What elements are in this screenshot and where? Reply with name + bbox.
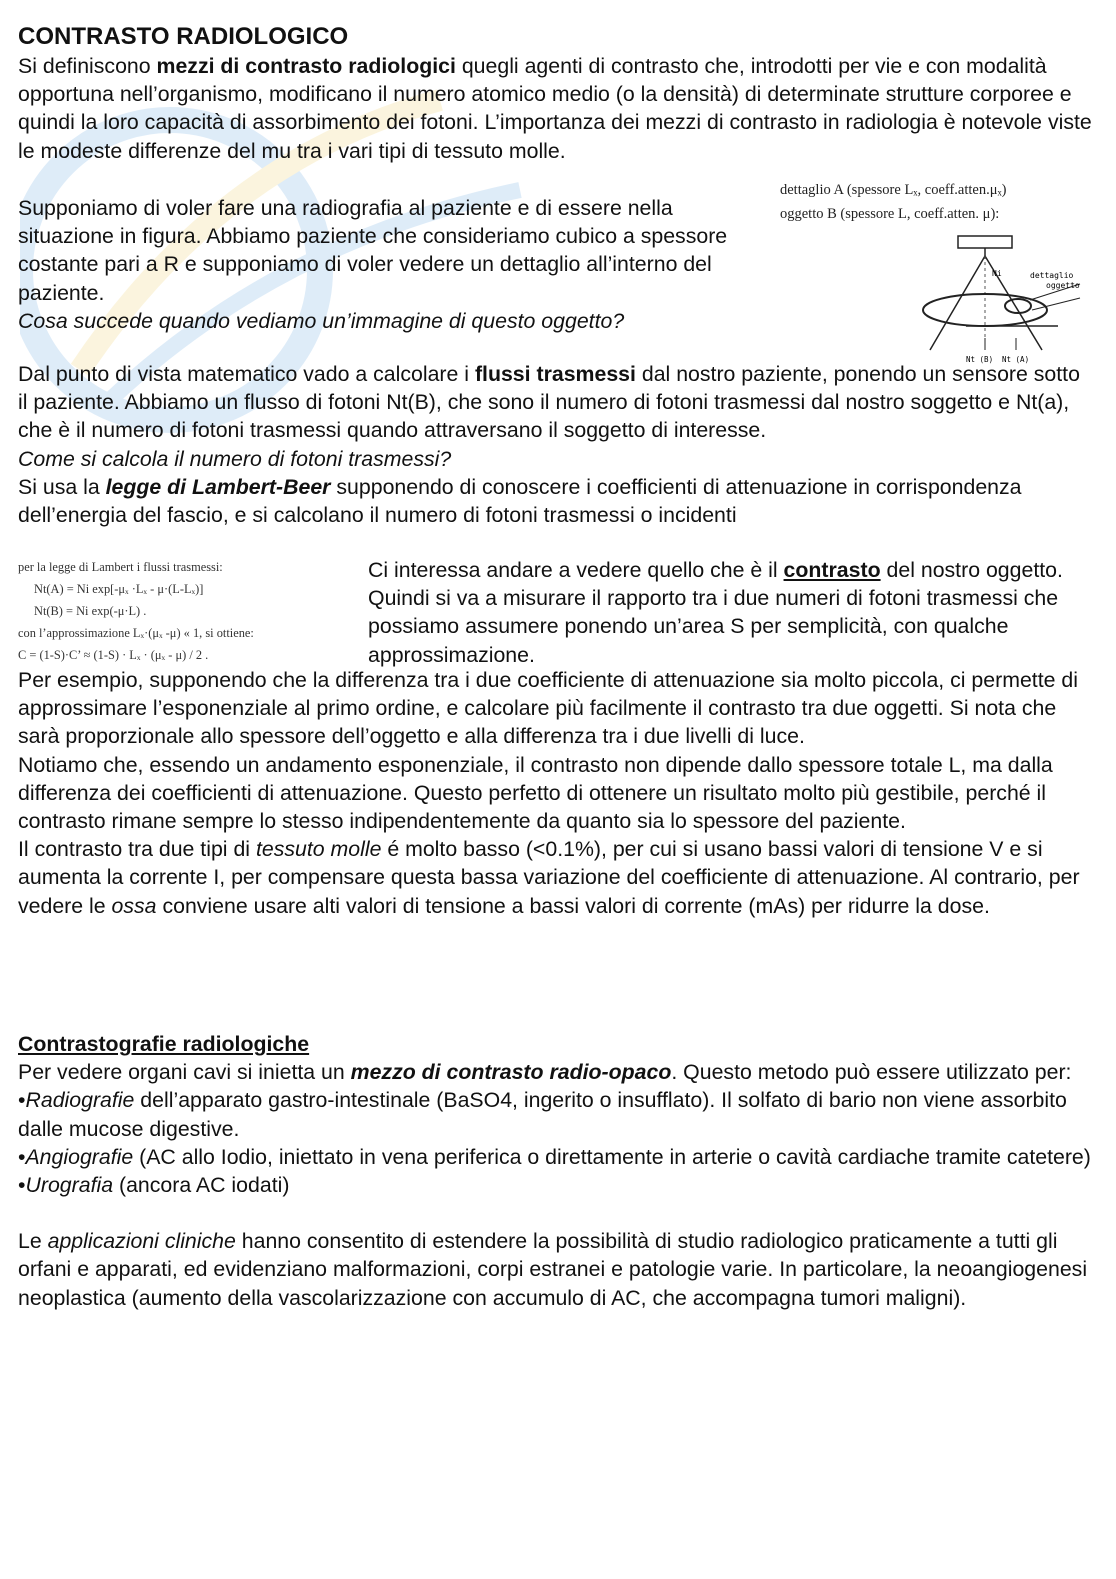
question-2: Come si calcola il numero di fotoni trasmessi?: [18, 446, 452, 471]
contrast-intro: [368, 556, 1088, 669]
xray-source: [958, 236, 1012, 248]
figure-description: [18, 194, 774, 335]
list-item: •Urografia (ancora AC iodati): [18, 1173, 290, 1198]
lambert-beer-paragraph: Si usa la legge di Lambert-Beer supponendo di conoscere i coefficienti di attenuazione in corrispondenza dell’energia del fascio, e si calcolano il numero di fotoni trasmessi o incidenti: [18, 474, 1022, 528]
intro-block: [18, 22, 1098, 165]
figure-detail-object: [780, 178, 1106, 364]
list-item: •Angiografie (AC allo Iodio, iniettato in vena periferica o direttamente in arterie o cavità cardiache tramite catetere): [18, 1144, 1091, 1169]
contrast-section: [18, 666, 1093, 920]
intro-paragraph: Si definiscono mezzi di contrasto radiologici quegli agenti di contrasto che, introdotti per vie e con modalità opportuna nell’organismo, modificano il numero atomico medio (o la densità) di determinate strutture corporee e quindi la loro capacità di assorbimento dei fotoni. L’importanza dei mezzi di contrasto in radiologia è notevole viste le modeste differenze del mu tra i vari tipi di tessuto molle.: [18, 54, 1092, 163]
section-heading: Contrastografie radiologiche: [18, 1032, 310, 1056]
contrast-paragraph: Ci interessa andare a vedere quello che è il contrasto del nostro oggetto. Quindi si va a misurare il rapporto tra i due numeri di fotoni trasmessi che possiamo assumere ponendo un’area S per semplicità, con qualche approssimazione.: [368, 558, 1063, 667]
label-ni: Ni: [992, 269, 1002, 278]
formula-line-4: con l’approssimazione Lₓ·(μₓ -μ) « 1, si ottiene:: [18, 626, 254, 640]
formula-figure: [18, 556, 360, 666]
approximation-paragraph: Per esempio, supponendo che la differenza tra i due coefficiente di attenuazione sia molto piccola, ci permette di approssimare l’esponenziale al primo ordine, e calcolare più facilmente il contrasto tra due oggetti. Si nota che sarà proporzionale allo spessore dell’oggetto e alla differenza tra i due livelli di luce.: [18, 668, 1078, 749]
clinical-paragraph: Le applicazioni cliniche hanno consentito di estendere la possibilità di studio radiologico praticamente a tutti gli orfani e apparati, ed evidenziano malformazioni, corpi estranei e patologie varie. In particolare, la neoangiogenesi neoplastica (aumento della vascolarizzazione con accumulo di AC, che accompagna tumori maligni).: [18, 1229, 1088, 1310]
flux-paragraph: Dal punto di vista matematico vado a calcolare i flussi trasmessi dal nostro paziente, ponendo un sensore sotto il paziente. Abbiamo un flusso di fotoni Nt(B), che sono il numero di fotoni trasmessi dal nostro soggetto e Nt(a), che è il numero di fotoni trasmessi quando attraversano il soggetto di interesse.: [18, 362, 1080, 443]
formula-line-3: Nt(B) = Ni exp(-μ·L) .: [34, 604, 147, 618]
label-oggetto: oggetto: [1046, 281, 1080, 290]
flux-section: [18, 360, 1093, 529]
xray-diagram: [780, 226, 1106, 366]
page-title: CONTRASTO RADIOLOGICO: [18, 23, 349, 50]
tissue-paragraph: Il contrasto tra due tipi di tessuto molle é molto basso (<0.1%), per cui si usano bassi valori di tensione V e si aumenta la corrente I, per compensare questa bassa variazione del coefficiente di attenuazione. Al contrario, per vedere le ossa conviene usare alti valori di tensione a bassi valori di corrente (mAs) per ridurre la dose.: [18, 837, 1080, 918]
organ-paragraph: Per vedere organi cavi si inietta un mezzo di contrasto radio-opaco. Questo metodo può essere utilizzato per:: [18, 1060, 1072, 1085]
formula-line-5: C = (1-S)·C’ ≈ (1-S) · Lₓ · (μₓ - μ) / 2 .: [18, 648, 209, 662]
figure-caption-b: oggetto B (spessore L, coeff.atten. μ):: [780, 206, 1000, 222]
contrastografie-section: [18, 1030, 1093, 1312]
formula-line-2: Nt(A) = Ni exp[-μₓ ·Lₓ - μ·(L-Lₓ)]: [34, 582, 204, 596]
figure-caption-a: dettaglio A (spessore Lₓ, coeff.atten.μₓ): [780, 182, 1007, 198]
label-nt-a: Nt (A): [1002, 355, 1030, 364]
label-dettaglio: dettaglio: [1030, 271, 1074, 280]
formula-line-1: per la legge di Lambert i flussi trasmessi:: [18, 560, 223, 574]
list-item: •Radiografie dell’apparato gastro-intestinale (BaSO4, ingerito o insufflato). Il solfato di bario non viene assorbito dalle mucose digestive.: [18, 1088, 1067, 1141]
question-1: Cosa succede quando vediamo un’immagine di questo oggetto?: [18, 308, 625, 333]
label-nt-b: Nt (B): [966, 355, 994, 364]
beam-left: [930, 256, 985, 350]
exponential-paragraph: Notiamo che, essendo un andamento esponenziale, il contrasto non dipende dallo spessore totale L, ma dalla differenza dei coefficienti di attenuazione. Questo perfetto di ottenere un risultato molto più gestibile, perché il contrasto rimane sempre lo stesso indipendentemente da quanto sia lo spessore del paziente.: [18, 752, 1053, 834]
situation-paragraph: Supponiamo di voler fare una radiografia al paziente e di essere nella situazione in figura. Abbiamo paziente che consideriamo cubico a spessore costante pari a R e supponiamo di voler vedere un dettaglio all’interno del paziente.: [18, 196, 728, 305]
